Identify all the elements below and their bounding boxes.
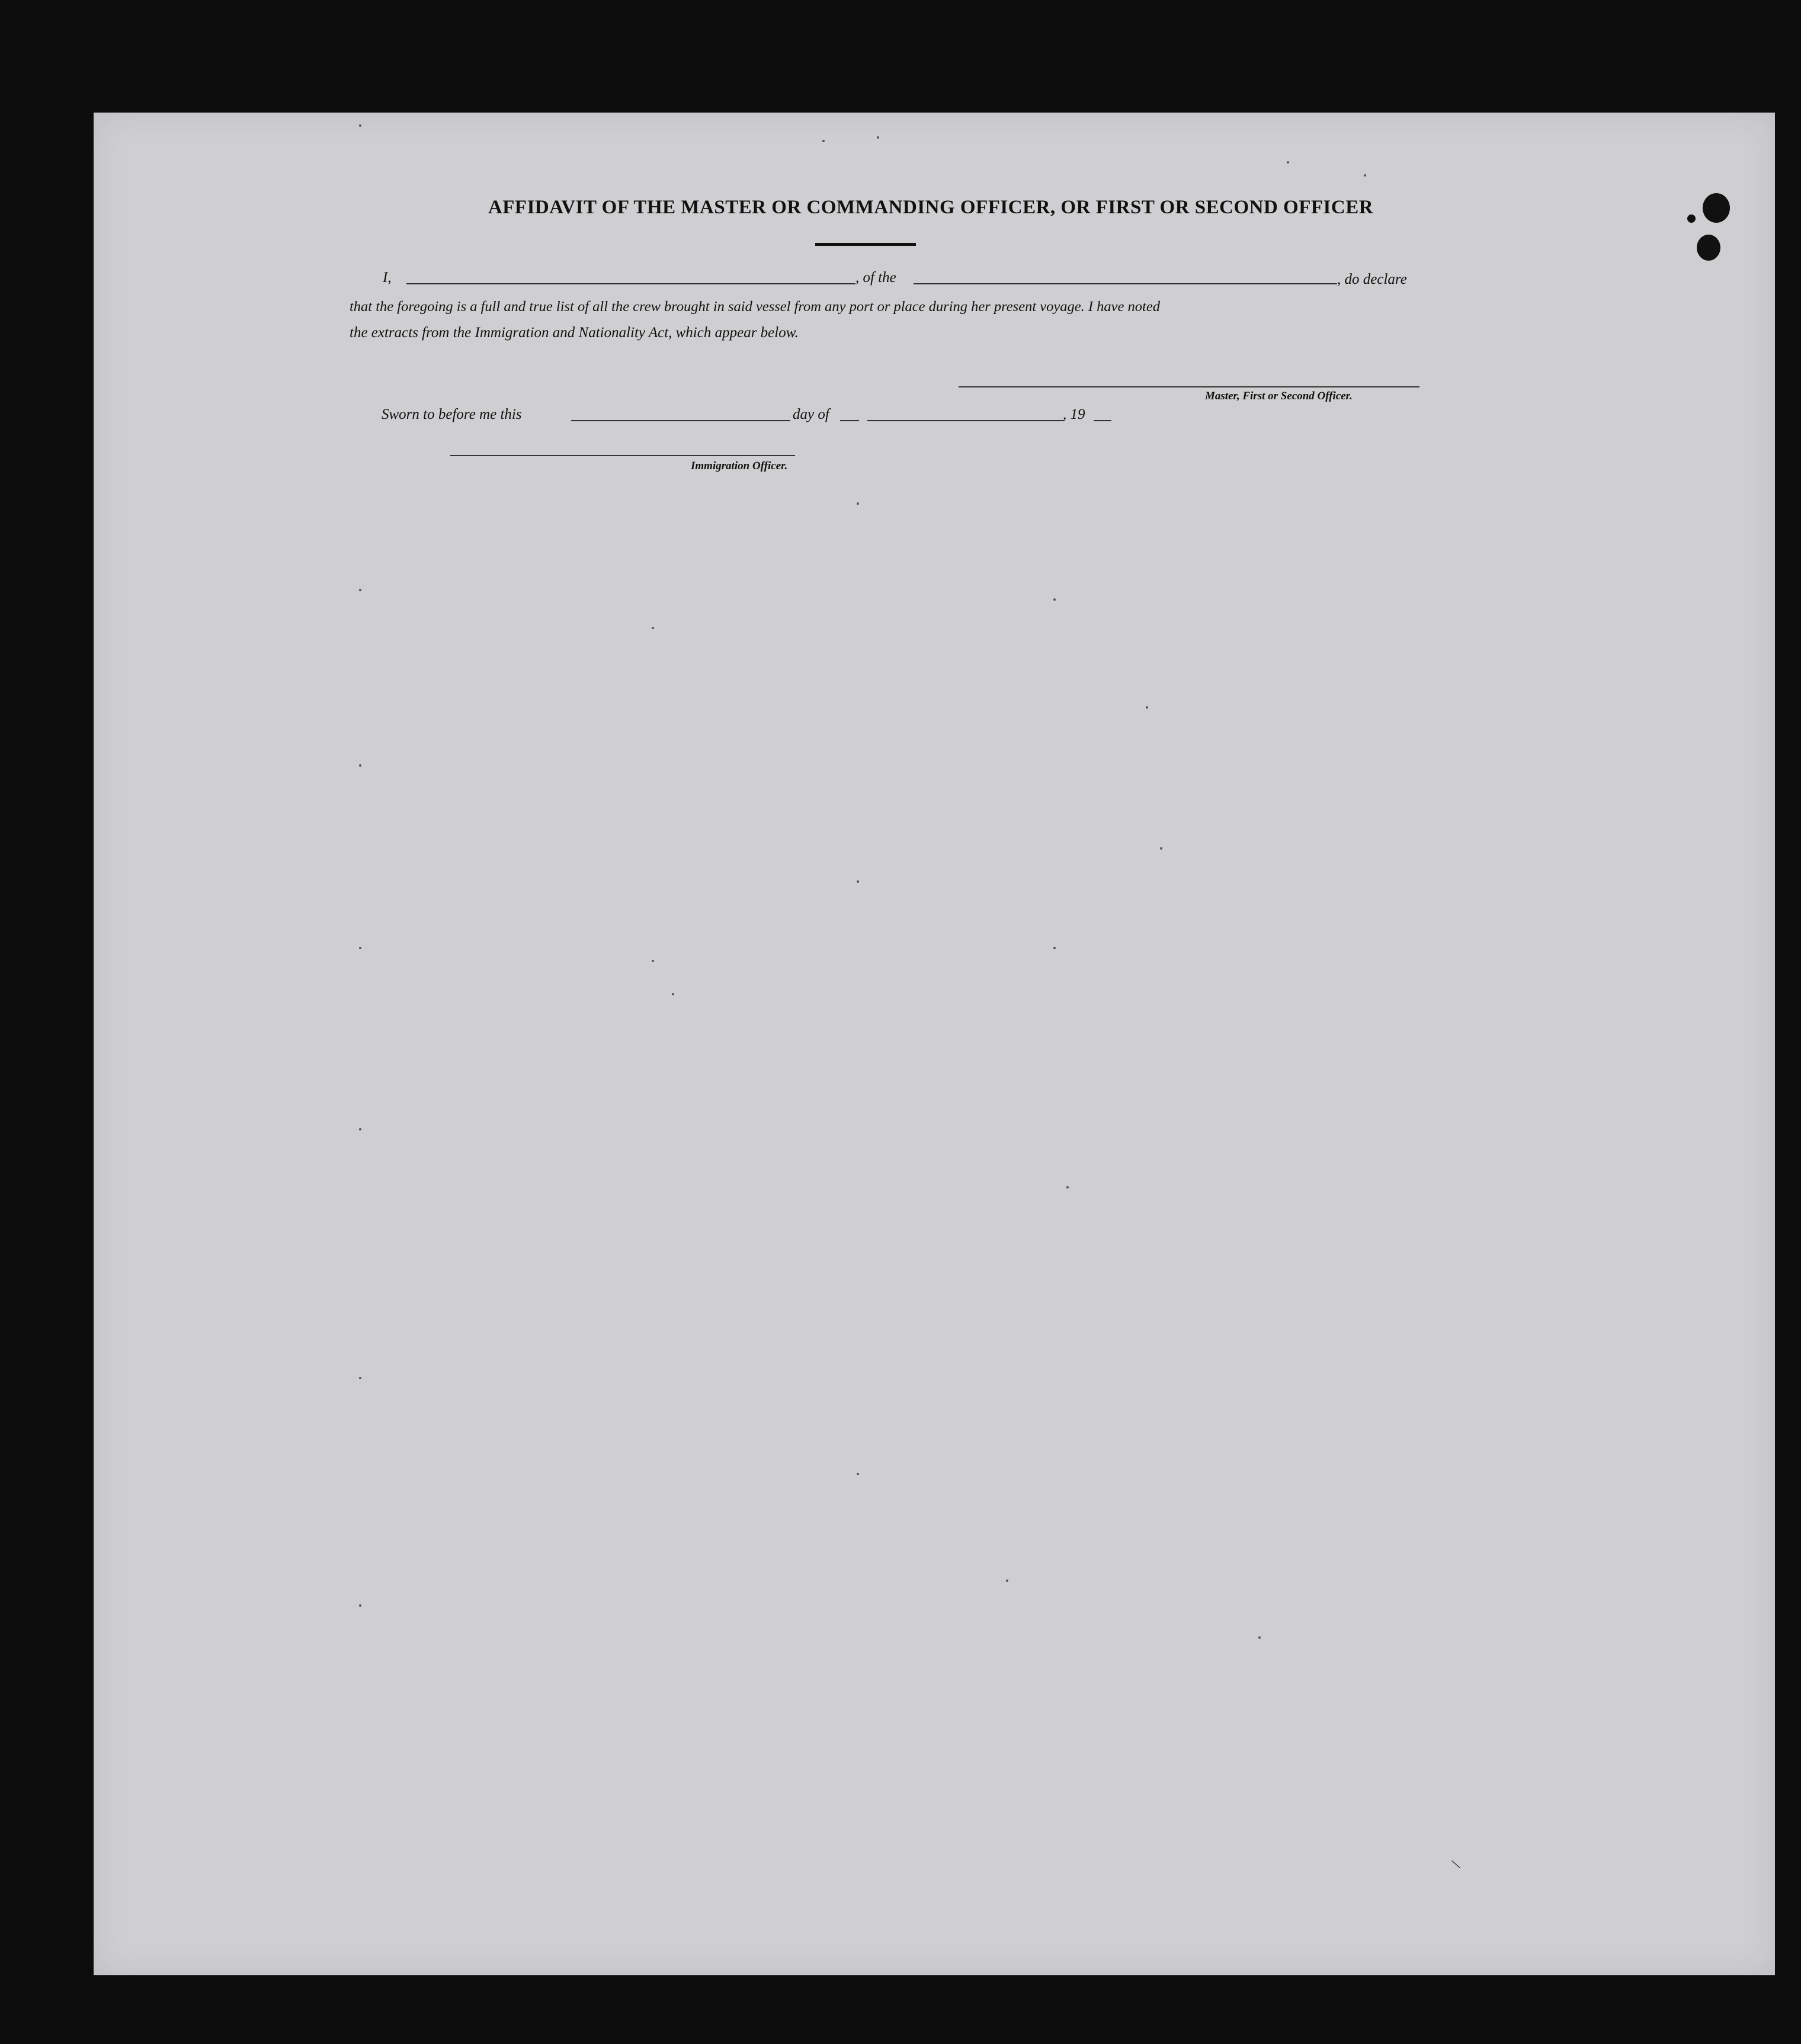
declaration-do-declare: , do declare xyxy=(1337,271,1407,287)
speck xyxy=(857,1473,859,1475)
speck xyxy=(1287,161,1289,164)
speck xyxy=(857,880,859,883)
speck xyxy=(1006,1580,1008,1582)
declaration-line-2: that the foregoing is a full and true list of all the crew brought in said vessel from any port or place during her present voyage. I have noted xyxy=(350,299,1160,315)
name-blank[interactable] xyxy=(406,283,855,284)
speck xyxy=(652,960,654,962)
title-underline xyxy=(815,243,916,246)
ink-smudge xyxy=(1697,235,1720,261)
sworn-year-blank[interactable] xyxy=(1094,420,1111,421)
speck xyxy=(1160,847,1162,850)
officer-signature-line[interactable] xyxy=(450,455,795,456)
officer-signature-caption: Immigration Officer. xyxy=(691,460,788,472)
master-signature-line[interactable] xyxy=(959,386,1419,387)
speck xyxy=(1146,706,1148,709)
speck xyxy=(359,589,361,591)
speck xyxy=(857,502,859,505)
speck xyxy=(652,627,654,629)
sworn-month-blank[interactable] xyxy=(840,420,859,421)
document-page xyxy=(94,113,1775,1975)
sworn-day-of: day of xyxy=(793,406,829,422)
sworn-year-prefix: , 19 xyxy=(1063,406,1085,422)
speck xyxy=(359,1128,361,1130)
speck xyxy=(822,140,825,142)
speck xyxy=(1053,947,1056,949)
sworn-prefix: Sworn to before me this xyxy=(382,406,522,422)
speck xyxy=(359,1377,361,1379)
declaration-line-3: the extracts from the Immigration and Nationality Act, which appear below. xyxy=(350,325,799,341)
ink-smudge xyxy=(1703,193,1730,223)
ink-smudge xyxy=(1687,214,1696,223)
speck xyxy=(672,993,674,995)
master-signature-caption: Master, First or Second Officer. xyxy=(1205,390,1353,402)
speck xyxy=(1053,598,1056,601)
speck xyxy=(1364,174,1366,177)
speck xyxy=(359,947,361,949)
declaration-prefix: I, xyxy=(383,270,392,286)
speck xyxy=(877,136,879,139)
affidavit-title: AFFIDAVIT OF THE MASTER OR COMMANDING OFFICER, OR FIRST OR SECOND OFFICER xyxy=(488,197,1374,218)
declaration-of-the: , of the xyxy=(855,270,896,286)
vessel-blank[interactable] xyxy=(914,283,1337,284)
speck xyxy=(1066,1186,1069,1188)
speck xyxy=(359,124,361,127)
speck xyxy=(359,764,361,767)
sworn-month-blank-2[interactable] xyxy=(867,420,1064,421)
speck xyxy=(359,1604,361,1607)
pen-stroke: \ xyxy=(1449,1856,1462,1873)
sworn-day-blank[interactable] xyxy=(571,420,790,421)
speck xyxy=(1258,1636,1261,1639)
